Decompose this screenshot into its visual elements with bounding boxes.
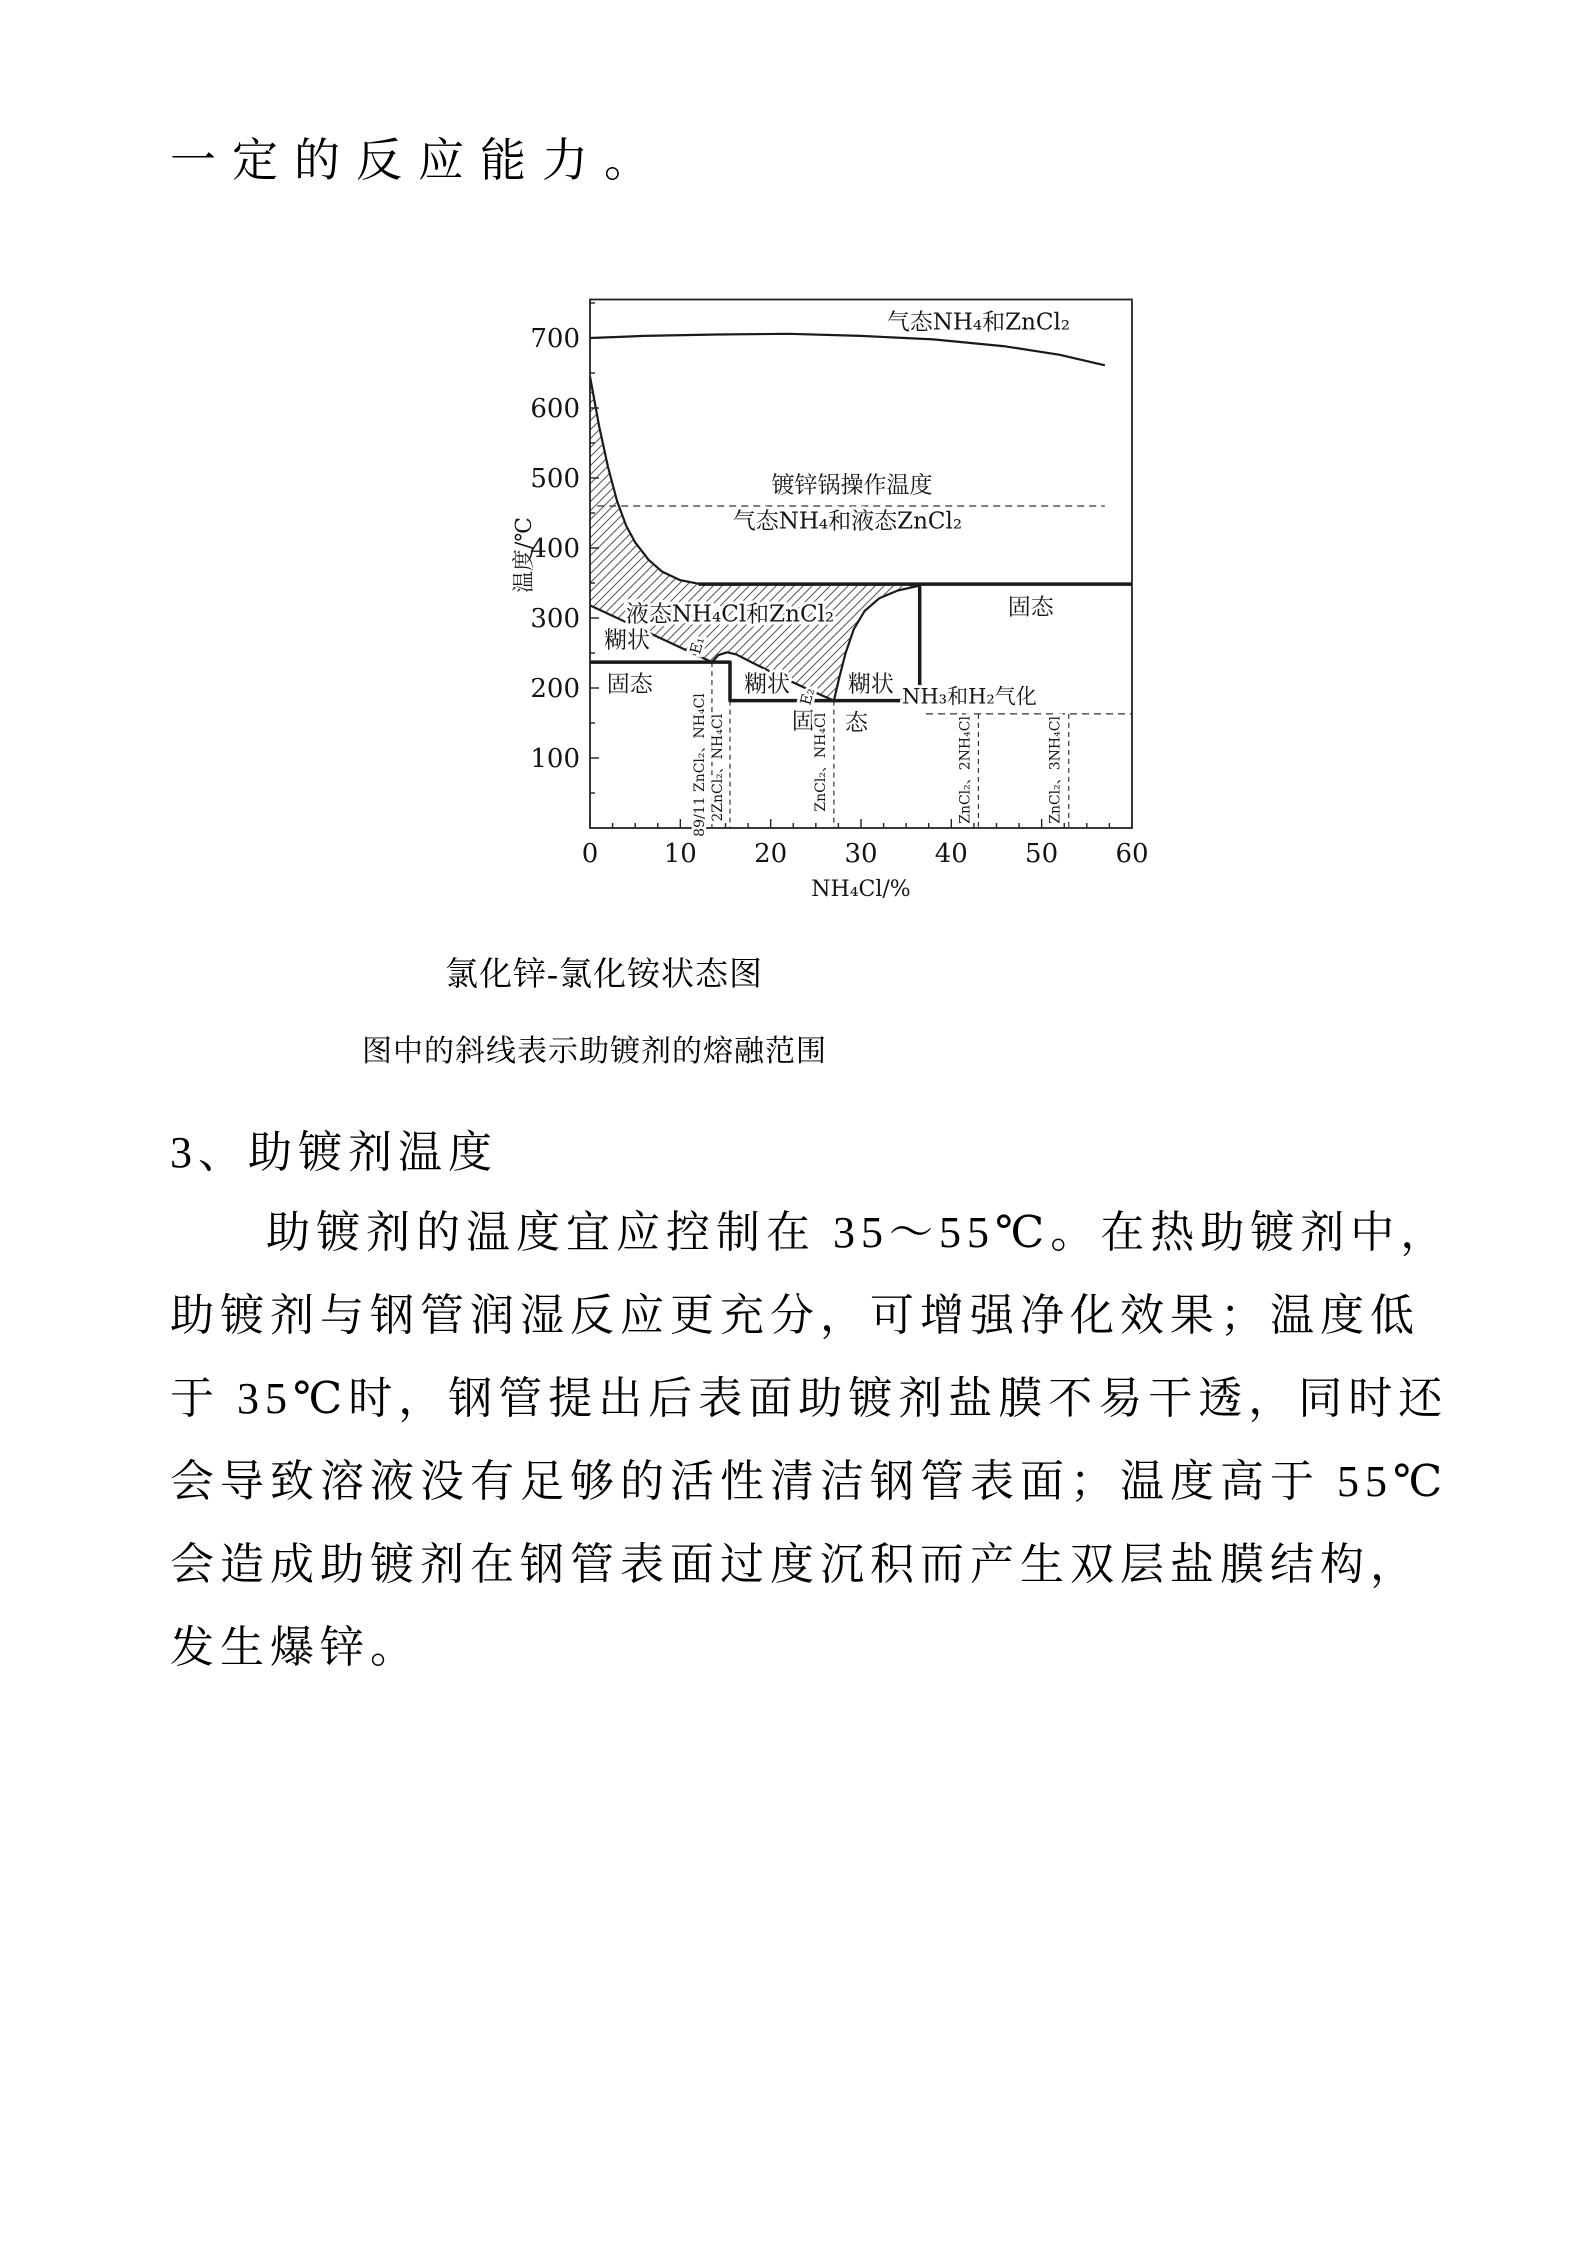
- body-line-1: 助镀剂的温度宜应控制在 35～55℃。在热助镀剂中，: [266, 1208, 1451, 1257]
- body-line-5: 会造成助镀剂在钢管表面过度沉积而产生双层盐膜结构，: [170, 1540, 1420, 1589]
- svg-text:液态NH₄Cl和ZnCl₂: 液态NH₄Cl和ZnCl₂: [625, 601, 835, 628]
- svg-text:60: 60: [1115, 839, 1149, 869]
- section-heading: 3、助镀剂温度: [170, 1128, 498, 1177]
- svg-text:ZnCl₂、NH₄Cl: ZnCl₂、NH₄Cl: [812, 712, 829, 812]
- svg-text:固态: 固态: [1007, 594, 1054, 621]
- svg-text:E₁: E₁: [686, 634, 709, 656]
- svg-text:10: 10: [663, 839, 697, 869]
- svg-text:固: 固: [791, 708, 815, 735]
- svg-text:50: 50: [1025, 839, 1059, 869]
- svg-text:300: 300: [530, 604, 580, 634]
- svg-text:温度/℃: 温度/℃: [512, 516, 537, 594]
- phase-diagram-svg: [505, 290, 1165, 930]
- body-line-3: 于 35℃时，钢管提出后表面助镀剂盐膜不易干透，同时还: [170, 1374, 1449, 1423]
- svg-text:2ZnCl₂、NH₄Cl: 2ZnCl₂、NH₄Cl: [709, 713, 726, 822]
- svg-text:气态NH₄和液态ZnCl₂: 气态NH₄和液态ZnCl₂: [732, 508, 963, 535]
- svg-text:20: 20: [754, 839, 788, 869]
- svg-text:NH₃和H₂气化: NH₃和H₂气化: [901, 684, 1037, 709]
- svg-text:NH₄Cl/%: NH₄Cl/%: [811, 877, 911, 902]
- svg-text:固态: 固态: [606, 671, 653, 698]
- svg-text:89/11 ZnCl₂、NH₄Cl: 89/11 ZnCl₂、NH₄Cl: [691, 693, 708, 837]
- body-line-2: 助镀剂与钢管润湿反应更充分，可增强净化效果；温度低: [170, 1291, 1420, 1340]
- body-line-6: 发生爆锌。: [170, 1623, 420, 1672]
- svg-text:ZnCl₂、2NH₄Cl: ZnCl₂、2NH₄Cl: [957, 716, 974, 824]
- svg-text:30: 30: [844, 839, 878, 869]
- svg-text:500: 500: [530, 464, 580, 494]
- svg-text:700: 700: [530, 324, 580, 354]
- svg-text:E₂: E₂: [796, 685, 819, 708]
- svg-text:糊状: 糊状: [604, 627, 650, 654]
- svg-text:200: 200: [530, 674, 580, 704]
- figure-caption-note: 图中的斜线表示助镀剂的熔融范围: [362, 1035, 827, 1068]
- figure-caption-title: 氯化锌-氯化铵状态图: [445, 957, 763, 993]
- svg-text:400: 400: [530, 534, 580, 564]
- svg-text:40: 40: [934, 839, 968, 869]
- svg-text:ZnCl₂、3NH₄Cl: ZnCl₂、3NH₄Cl: [1047, 716, 1064, 824]
- intro-line: 一定的反应能力。: [170, 135, 666, 186]
- svg-text:600: 600: [530, 394, 580, 424]
- svg-text:气态NH₄和ZnCl₂: 气态NH₄和ZnCl₂: [886, 309, 1071, 336]
- svg-text:态: 态: [845, 710, 868, 736]
- svg-text:镀锌锅操作温度: 镀锌锅操作温度: [771, 472, 933, 499]
- svg-text:100: 100: [530, 744, 580, 774]
- svg-text:糊状: 糊状: [847, 671, 894, 698]
- svg-text:糊状: 糊状: [744, 671, 790, 698]
- body-line-4: 会导致溶液没有足够的活性清洁钢管表面；温度高于 55℃: [170, 1457, 1449, 1506]
- figure-phase-diagram: [505, 290, 1165, 930]
- svg-text:0: 0: [581, 839, 599, 869]
